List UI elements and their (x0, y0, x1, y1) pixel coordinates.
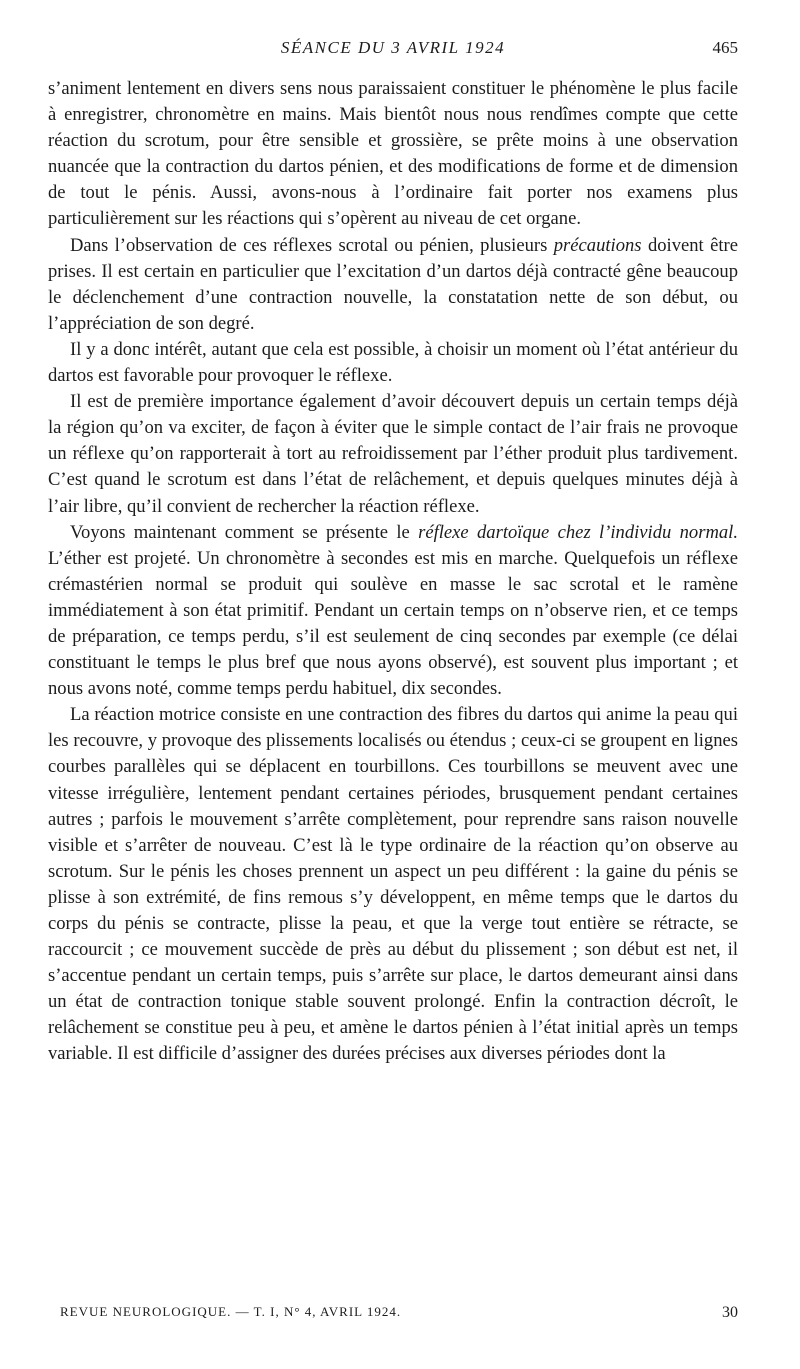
journal-reference: REVUE NEUROLOGIQUE. — T. I, N° 4, AVRIL 1924. (60, 1304, 402, 1319)
paragraph (48, 337, 738, 389)
paragraph-text: Il y a donc intérêt, autant que cela est possible, à choisir un moment où l’état antérieur du dartos est favorable pour provoquer le réflexe. (48, 338, 738, 387)
paragraph-text: L’éther est projeté. Un chronomètre à secondes est mis en marche. Quelquefois un réflexe crémastérien normal se produit qui soulève en masse le sac scrotal et le ramène immédiatement à son état primitif. Pendant un certain temps on n’observe rien, et ce temps de préparation, ce temps perdu, s’il est seulement de cinq secondes par exemple (ce délai constituant le temps le plus bref que nous ayons observé), est souvent plus important ; et nous avons noté, comme temps perdu habituel, dix secondes. (48, 547, 738, 700)
page-footer (60, 1304, 738, 1328)
sheet-number: 30 (722, 1304, 738, 1321)
paragraph-text: doivent être prises. Il est certain en particulier que l’excitation d’un dartos déjà contracté gêne beaucoup le déclenchement d’une contraction nouvelle, la constatation nette de son début, ou l’appréciation de son degré. (48, 234, 739, 334)
italic-text: précautions (553, 234, 642, 256)
italic-text: réflexe dartoïque chez l’individu normal. (418, 521, 738, 543)
paragraph-text: Dans l’observation de ces réflexes scrotal ou pénien, plusieurs (70, 234, 554, 256)
paragraph (48, 233, 738, 337)
running-header (48, 38, 738, 64)
paragraph-text: Il est de première importance également d’avoir découvert depuis un certain temps déjà la région qu’on va exciter, de façon à éviter que le simple contact de l’air frais ne provoque un réflexe qu’on rapporterait à tort au refroidissement par l’éther produit plus tardivement. C’est quand le scrotum est dans l’état de relâchement, et depuis quelques minutes déjà à l’air libre, qu’il convient de rechercher la réaction réflexe. (48, 391, 738, 517)
paragraph (48, 702, 738, 1067)
body-text (48, 76, 738, 1068)
running-title: SÉANCE DU 3 AVRIL 1924 (280, 38, 506, 57)
paragraph (48, 76, 738, 233)
paragraph-text: s’animent lentement en divers sens nous paraissaient constituer le phénomène le plus facile à enregistrer, chronomètre en mains. Mais bientôt nous nous rendîmes compte que cette réaction du scrotum, pour être sensible et grossière, se prête moins à une observation nuancée que la contraction du dartos pénien, et des modifications de forme et de dimension de tout le pénis. Aussi, avons-nous à l’ordinaire fait porter nos examens plus particulièrement sur les réactions qui s’opèrent au niveau de cet organe. (48, 78, 738, 230)
paragraph (48, 520, 738, 703)
paragraph-text: Voyons maintenant comment se présente le (70, 521, 419, 543)
paragraph-text: La réaction motrice consiste en une contraction des fibres du dartos qui anime la peau qui les recouvre, y provoque des plissements localisés ou étendus ; ceux-ci se groupent en lignes courbes parallèles qui se déplacent en tourbillons. Ces tourbillons se meuvent avec une vitesse irrégulière, lentement pendant certaines périodes, brusquement pendant certaines autres ; parfois le mouvement s’arrête complètement, pour reprendre sans raison nouvelle visible et s’arrêter de nouveau. C’est là le type ordinaire de la réaction qu’on observe au scrotum. Sur le pénis les choses prennent un aspect un peu différent : la gaine du pénis se plisse à son extrémité, de fins remous s’y développent, en même temps que le dartos du corps du pénis se contracte, plisse la peau, et que la verge tout entière se rétracte, se raccourcit ; ce mouvement succède de près au début du plissement ; son début est net, il s’accentue pendant un certain temps, puis s’arrête sur place, le dartos demeurant ainsi dans un état de contraction tonique stable souvent prolongé. Enfin la contraction décroît, le relâchement se constitue peu à peu, et amène le dartos pénien à l’état initial après un temps variable. Il est difficile d’assigner des durées précises aux diverses périodes dont la (48, 704, 738, 1065)
paragraph (48, 389, 738, 519)
page-number: 465 (712, 38, 738, 57)
